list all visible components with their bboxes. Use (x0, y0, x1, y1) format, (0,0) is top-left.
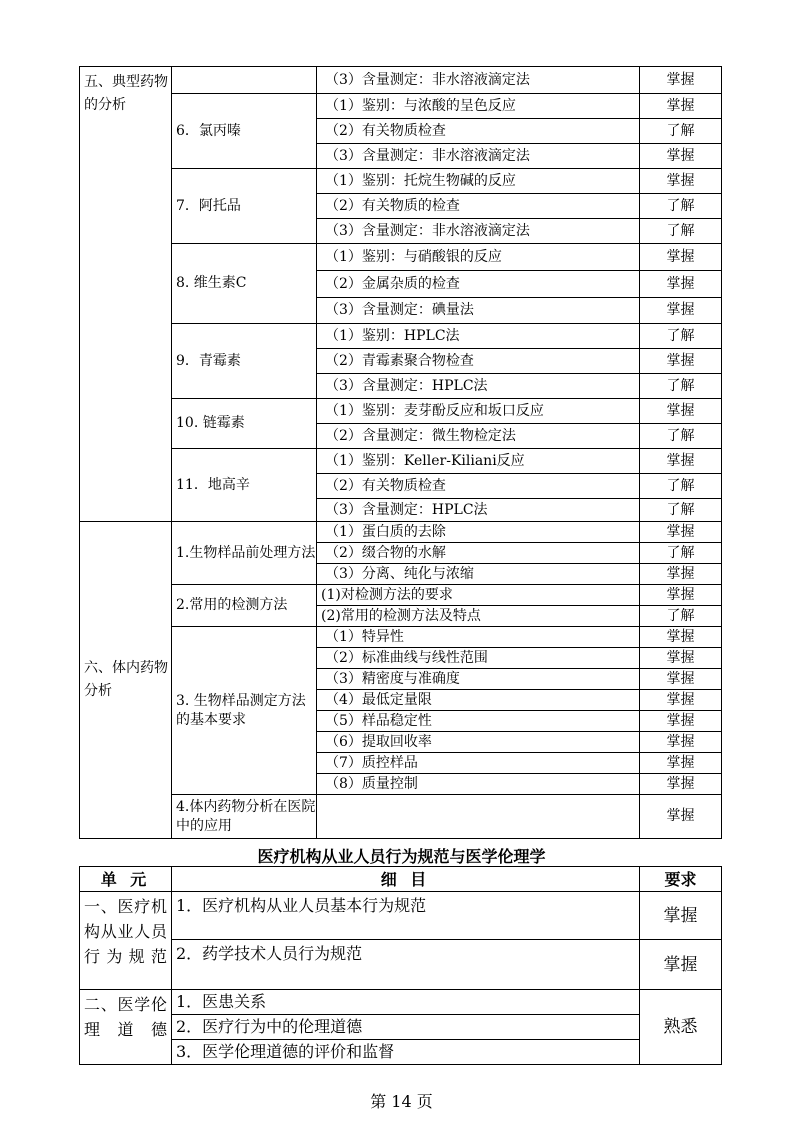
header-requirement: 要求 (640, 867, 722, 892)
table-row (80, 449, 722, 474)
detail-cell: （3）精密度与准确度 (317, 669, 640, 690)
requirement-cell: 熟悉 (640, 990, 722, 1065)
table-row (80, 990, 722, 1015)
item-cell: 7．阿托品 (172, 169, 317, 244)
unit-cell: 二、医学伦理道德 (80, 990, 172, 1065)
detail-cell: （1）鉴别：HPLC法 (317, 324, 640, 349)
header-unit: 单 元 (80, 867, 172, 892)
table-row (80, 940, 722, 990)
item-cell: 11．地高辛 (172, 449, 317, 522)
detail-cell: （2）有关物质检查 (317, 119, 640, 144)
requirement-cell: 掌握 (640, 522, 722, 543)
requirement-cell: 了解 (640, 119, 722, 144)
detail-cell: （1）鉴别：Keller-Kiliani反应 (317, 449, 640, 474)
requirement-cell: 了解 (640, 194, 722, 219)
item-cell: 10. 链霉素 (172, 399, 317, 449)
detail-cell: （1）鉴别：与浓酸的呈色反应 (317, 94, 640, 119)
detail-cell: （2）含量测定：微生物检定法 (317, 424, 640, 449)
detail-cell (317, 795, 640, 839)
item-cell: 8. 维生素C (172, 244, 317, 324)
detail-cell: （3）含量测定：HPLC法 (317, 374, 640, 399)
requirement-cell: 掌握 (640, 648, 722, 669)
detail-cell: 2．药学技术人员行为规范 (172, 940, 640, 990)
detail-cell: （2）金属杂质的检查 (317, 271, 640, 298)
requirement-cell: 掌握 (640, 774, 722, 795)
item-cell: 2.常用的检测方法 (172, 585, 317, 627)
requirement-cell: 掌握 (640, 271, 722, 298)
detail-cell: （3）含量测定：非水溶液滴定法 (317, 144, 640, 169)
item-cell: 4.体内药物分析在医院中的应用 (172, 795, 317, 839)
requirement-cell: 掌握 (640, 627, 722, 648)
table-row (80, 94, 722, 119)
item-cell (172, 67, 317, 94)
detail-cell: （1）鉴别：与硝酸银的反应 (317, 244, 640, 271)
table-row (80, 627, 722, 648)
item-cell: 9．青霉素 (172, 324, 317, 399)
requirement-cell: 掌握 (640, 564, 722, 585)
requirement-cell: 掌握 (640, 298, 722, 324)
detail-cell: 3．医学伦理道德的评价和监督 (172, 1040, 640, 1065)
table-row (80, 169, 722, 194)
page-number: 第 14 页 (370, 1092, 433, 1111)
table-row (80, 795, 722, 839)
table-row (80, 1015, 722, 1040)
detail-cell: （2）有关物质的检查 (317, 194, 640, 219)
requirement-cell: 掌握 (640, 94, 722, 119)
item-cell: 3. 生物样品测定方法的基本要求 (172, 627, 317, 795)
detail-cell: （2）缀合物的水解 (317, 543, 640, 564)
detail-cell: （3）分离、纯化与浓缩 (317, 564, 640, 585)
detail-cell: 1．医患关系 (172, 990, 640, 1015)
requirement-cell: 了解 (640, 219, 722, 244)
unit-cell: 一、医疗机构从业人员行为规范 (80, 892, 172, 990)
exam-syllabus-table-ethics (79, 866, 722, 1065)
detail-cell: （3）含量测定：非水溶液滴定法 (317, 67, 640, 94)
table-row (80, 522, 722, 543)
requirement-cell: 掌握 (640, 67, 722, 94)
requirement-cell: 了解 (640, 499, 722, 522)
detail-cell: 2．医疗行为中的伦理道德 (172, 1015, 640, 1040)
detail-cell: （2）青霉素聚合物检查 (317, 349, 640, 374)
requirement-cell: 了解 (640, 324, 722, 349)
requirement-cell: 了解 (640, 374, 722, 399)
detail-cell: （1）特异性 (317, 627, 640, 648)
section-title: 医疗机构从业人员行为规范与医学伦理学 (257, 847, 546, 866)
detail-cell: （4）最低定量限 (317, 690, 640, 711)
unit-cell: 六、体内药物分析 (80, 522, 172, 839)
detail-cell: 1．医疗机构从业人员基本行为规范 (172, 892, 640, 940)
unit-cell: 五、典型药物的分析 (80, 67, 172, 522)
exam-syllabus-table-pharmaceutical-analysis (79, 66, 722, 839)
requirement-cell: 掌握 (640, 349, 722, 374)
requirement-cell: 掌握 (640, 585, 722, 606)
requirement-cell: 了解 (640, 474, 722, 499)
table-row (80, 585, 722, 606)
detail-cell: （7）质控样品 (317, 753, 640, 774)
requirement-cell: 掌握 (640, 169, 722, 194)
table-header-row (80, 867, 722, 892)
detail-cell: （2）标准曲线与线性范围 (317, 648, 640, 669)
table-row (80, 324, 722, 349)
table-row (80, 67, 722, 94)
requirement-cell: 掌握 (640, 144, 722, 169)
requirement-cell: 了解 (640, 543, 722, 564)
requirement-cell: 掌握 (640, 940, 722, 990)
detail-cell: (1)对检测方法的要求 (317, 585, 640, 606)
requirement-cell: 掌握 (640, 711, 722, 732)
item-cell: 1.生物样品前处理方法 (172, 522, 317, 585)
requirement-cell: 了解 (640, 424, 722, 449)
detail-cell: （3）含量测定：HPLC法 (317, 499, 640, 522)
detail-cell: （8）质量控制 (317, 774, 640, 795)
detail-cell: （1）蛋白质的去除 (317, 522, 640, 543)
requirement-cell: 了解 (640, 606, 722, 627)
detail-cell: （3）含量测定：碘量法 (317, 298, 640, 324)
requirement-cell: 掌握 (640, 690, 722, 711)
table-row (80, 244, 722, 271)
requirement-cell: 掌握 (640, 449, 722, 474)
table-row (80, 892, 722, 940)
requirement-cell: 掌握 (640, 753, 722, 774)
requirement-cell: 掌握 (640, 399, 722, 424)
detail-cell: （3）含量测定：非水溶液滴定法 (317, 219, 640, 244)
detail-cell: (2)常用的检测方法及特点 (317, 606, 640, 627)
item-cell: 6．氯丙嗪 (172, 94, 317, 169)
requirement-cell: 掌握 (640, 795, 722, 839)
detail-cell: （2）有关物质检查 (317, 474, 640, 499)
detail-cell: （1）鉴别：托烷生物碱的反应 (317, 169, 640, 194)
requirement-cell: 掌握 (640, 669, 722, 690)
detail-cell: （1）鉴别：麦芽酚反应和坂口反应 (317, 399, 640, 424)
table-row (80, 1040, 722, 1065)
table-row (80, 399, 722, 424)
requirement-cell: 掌握 (640, 732, 722, 753)
requirement-cell: 掌握 (640, 244, 722, 271)
detail-cell: （6）提取回收率 (317, 732, 640, 753)
detail-cell: （5）样品稳定性 (317, 711, 640, 732)
requirement-cell: 掌握 (640, 892, 722, 940)
header-detail: 细 目 (172, 867, 640, 892)
